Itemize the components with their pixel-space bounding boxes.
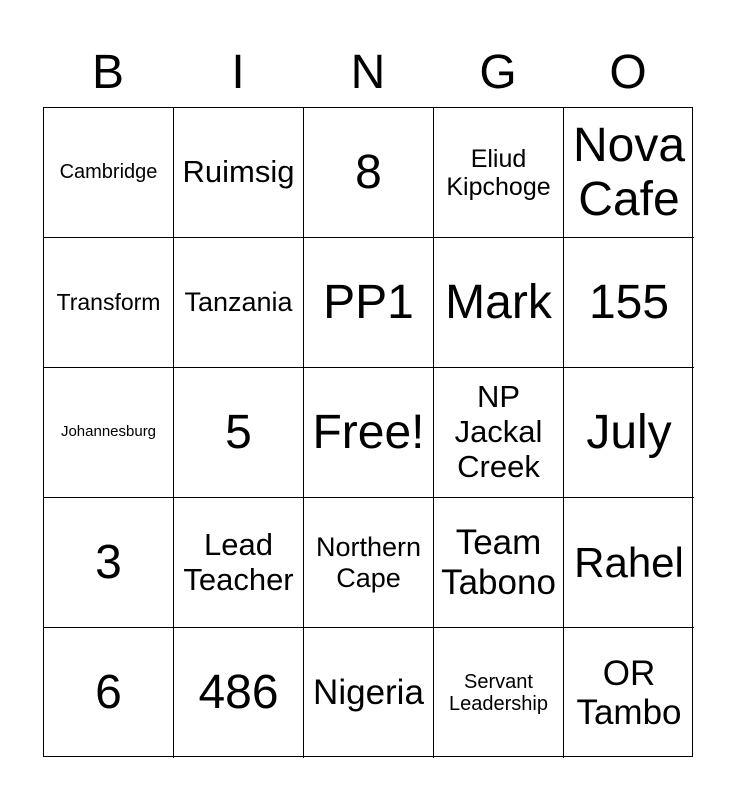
cell-label: July bbox=[586, 405, 672, 459]
bingo-cell[interactable] bbox=[434, 498, 564, 628]
bingo-cell[interactable] bbox=[304, 238, 434, 368]
bingo-cell[interactable] bbox=[564, 108, 694, 238]
bingo-cell[interactable] bbox=[564, 628, 694, 758]
header-letter-i: I bbox=[231, 46, 245, 99]
cell-label: Northern Cape bbox=[315, 532, 422, 593]
cell-label: OR Tambo bbox=[576, 653, 682, 732]
cell-label: 5 bbox=[225, 405, 252, 459]
cell-label: PP1 bbox=[323, 275, 414, 329]
cell-label: 486 bbox=[198, 666, 279, 720]
cell-label: NP Jackal Creek bbox=[454, 379, 543, 484]
bingo-cell[interactable] bbox=[564, 238, 694, 368]
cell-label: Ruimsig bbox=[182, 154, 295, 190]
bingo-cell[interactable] bbox=[434, 238, 564, 368]
bingo-cell[interactable] bbox=[44, 628, 174, 758]
bingo-cell[interactable] bbox=[434, 368, 564, 498]
bingo-cell[interactable] bbox=[174, 628, 304, 758]
header-letter-n: N bbox=[350, 46, 386, 99]
bingo-cell[interactable] bbox=[174, 108, 304, 238]
bingo-cell[interactable] bbox=[564, 498, 694, 628]
cell-label: 3 bbox=[95, 535, 122, 589]
header-letter-o: O bbox=[609, 46, 647, 99]
cell-label: Eliud Kipchoge bbox=[446, 144, 551, 201]
bingo-board bbox=[43, 107, 693, 757]
bingo-cell[interactable] bbox=[304, 108, 434, 238]
bingo-cell[interactable] bbox=[44, 498, 174, 628]
cell-label: Cambridge bbox=[59, 161, 158, 184]
bingo-cell[interactable] bbox=[174, 498, 304, 628]
bingo-cell[interactable] bbox=[44, 238, 174, 368]
cell-label: Nigeria bbox=[313, 673, 424, 713]
cell-label: Servant Leadership bbox=[449, 670, 548, 715]
cell-label: Lead Teacher bbox=[183, 526, 294, 597]
bingo-header bbox=[43, 40, 693, 106]
cell-label: Johannesburg bbox=[60, 423, 157, 441]
bingo-cell[interactable] bbox=[434, 108, 564, 238]
bingo-cell[interactable] bbox=[304, 498, 434, 628]
cell-label: 6 bbox=[95, 666, 122, 720]
cell-label: Nova Cafe bbox=[572, 118, 686, 226]
cell-label: Free! bbox=[312, 405, 425, 459]
cell-label: Mark bbox=[445, 275, 552, 329]
cell-label: Tanzania bbox=[184, 287, 293, 318]
cell-label: 8 bbox=[355, 145, 382, 199]
bingo-cell[interactable] bbox=[174, 368, 304, 498]
free-space-cell[interactable] bbox=[304, 368, 434, 498]
bingo-cell[interactable] bbox=[304, 628, 434, 758]
cell-label: Team Tabono bbox=[441, 523, 556, 602]
bingo-cell[interactable] bbox=[44, 108, 174, 238]
cell-label: Transform bbox=[56, 288, 161, 315]
cell-label: 155 bbox=[588, 275, 670, 329]
bingo-cell[interactable] bbox=[564, 368, 694, 498]
header-letter-g: G bbox=[479, 46, 517, 99]
header-letter-b: B bbox=[91, 46, 124, 99]
bingo-cell[interactable] bbox=[434, 628, 564, 758]
bingo-cell[interactable] bbox=[44, 368, 174, 498]
bingo-cell[interactable] bbox=[174, 238, 304, 368]
cell-label: Rahel bbox=[574, 538, 684, 586]
